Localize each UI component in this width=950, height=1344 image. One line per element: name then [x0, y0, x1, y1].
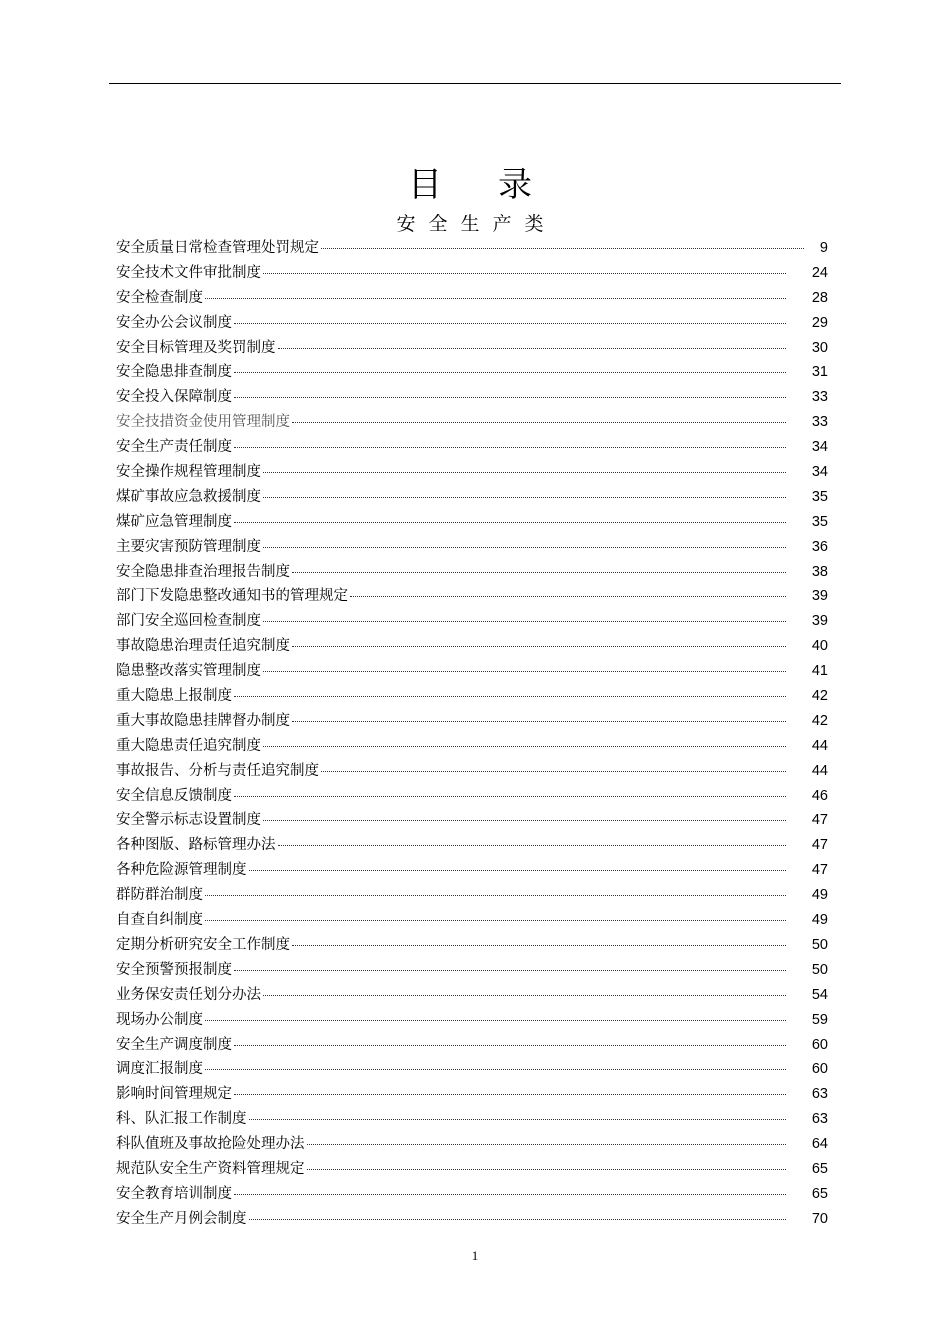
toc-entry-page: 42: [811, 688, 828, 705]
dot-leader: [350, 596, 786, 597]
toc-entry[interactable]: [116, 808, 828, 833]
toc-entry-page: 46: [811, 787, 828, 804]
toc-entry[interactable]: [116, 1057, 828, 1082]
toc-entry[interactable]: [116, 485, 828, 510]
dot-leader: [234, 1194, 786, 1195]
toc-entry[interactable]: [116, 933, 828, 958]
dot-leader: [292, 646, 786, 647]
toc-entry-page: 60: [811, 1061, 828, 1078]
dot-leader: [234, 372, 786, 373]
toc-entry[interactable]: [116, 1008, 828, 1033]
toc-entry-label: 安全检查制度: [116, 289, 203, 306]
toc-title: 目录: [408, 165, 588, 205]
dot-leader: [234, 397, 786, 398]
toc-entry-label: 各种图版、路标管理办法: [116, 837, 276, 854]
toc-entry-page: 35: [811, 488, 828, 505]
dot-leader: [234, 447, 786, 448]
toc-entry-page: 60: [811, 1036, 828, 1053]
toc-entry[interactable]: [116, 858, 828, 883]
dot-leader: [263, 995, 786, 996]
toc-entry-label: 科、队汇报工作制度: [116, 1111, 247, 1128]
toc-entry-page: 33: [811, 389, 828, 406]
toc-entry-page: 42: [811, 712, 828, 729]
toc-entry-label: 安全教育培训制度: [116, 1185, 232, 1202]
toc-entry-label: 重大隐患责任追究制度: [116, 737, 261, 754]
dot-leader: [263, 671, 786, 672]
toc-entry-label: 安全隐患排查制度: [116, 364, 232, 381]
toc-entry[interactable]: [116, 659, 828, 684]
toc-entry-label: 重大事故隐患挂牌督办制度: [116, 712, 290, 729]
toc-entry-label: 事故报告、分析与责任追究制度: [116, 762, 319, 779]
toc-entry-page: 44: [811, 762, 828, 779]
toc-entry-label: 主要灾害预防管理制度: [116, 538, 261, 555]
toc-entry-label: 安全技措资金使用管理制度: [116, 414, 290, 431]
header-rule: [109, 83, 841, 84]
toc-entry-label: 安全信息反馈制度: [116, 787, 232, 804]
dot-leader: [263, 497, 786, 498]
toc-entry-label: 安全预警预报制度: [116, 961, 232, 978]
toc-entry-page: 49: [811, 887, 828, 904]
toc-entry-page: 35: [811, 513, 828, 530]
toc-entry-label: 现场办公制度: [116, 1011, 203, 1028]
toc-entry-label: 安全技术文件审批制度: [116, 264, 261, 281]
toc-entry-label: 安全生产责任制度: [116, 439, 232, 456]
dot-leader: [321, 771, 786, 772]
toc-entry-page: 41: [811, 663, 828, 680]
toc-entry-label: 业务保安责任划分办法: [116, 986, 261, 1003]
toc-entry[interactable]: [116, 634, 828, 659]
toc-entry-label: 安全投入保障制度: [116, 389, 232, 406]
dot-leader: [292, 945, 786, 946]
toc-entry[interactable]: [116, 236, 828, 261]
toc-entry-page: 39: [811, 613, 828, 630]
dot-leader: [234, 1045, 786, 1046]
toc-entry[interactable]: [116, 360, 828, 385]
dot-leader: [263, 472, 786, 473]
toc-entry[interactable]: [116, 734, 828, 759]
dot-leader: [278, 845, 787, 846]
toc-entry-label: 安全生产调度制度: [116, 1036, 232, 1053]
dot-leader: [234, 696, 786, 697]
toc-entry[interactable]: [116, 336, 828, 361]
toc-entry[interactable]: [116, 1132, 828, 1157]
toc-entry-label: 事故隐患治理责任追究制度: [116, 638, 290, 655]
toc-entry[interactable]: [116, 1182, 828, 1207]
dot-leader: [234, 970, 786, 971]
toc-entry-label: 科队值班及事故抢险处理办法: [116, 1136, 305, 1153]
toc-entry-page: 59: [811, 1011, 828, 1028]
toc-entry-label: 调度汇报制度: [116, 1061, 203, 1078]
toc-entry-label: 煤矿应急管理制度: [116, 513, 232, 530]
toc-entry[interactable]: [116, 684, 828, 709]
toc-entry[interactable]: [116, 883, 828, 908]
toc-entry[interactable]: [116, 958, 828, 983]
toc-entry[interactable]: [116, 410, 828, 435]
toc-entry-page: 47: [811, 837, 828, 854]
toc-entry-label: 安全办公会议制度: [116, 314, 232, 331]
dot-leader: [205, 920, 786, 921]
toc-entry[interactable]: [116, 1157, 828, 1182]
dot-leader: [263, 273, 786, 274]
toc-entry-label: 群防群治制度: [116, 887, 203, 904]
toc-entry-label: 规范队安全生产资料管理规定: [116, 1160, 305, 1177]
toc-entry[interactable]: [116, 311, 828, 336]
dot-leader: [307, 1144, 787, 1145]
toc-entry-label: 煤矿事故应急救援制度: [116, 488, 261, 505]
toc-entry-page: 9: [819, 240, 828, 256]
dot-leader: [278, 348, 787, 349]
toc-entry[interactable]: [116, 1207, 828, 1232]
dot-leader: [205, 298, 786, 299]
toc-entry[interactable]: [116, 1082, 828, 1107]
toc-entry[interactable]: [116, 560, 828, 585]
toc-entry-label: 安全质量日常检查管理处罚规定: [116, 240, 319, 256]
toc-entry[interactable]: [116, 1107, 828, 1132]
toc-entry-page: 63: [811, 1086, 828, 1103]
toc-entry-page: 34: [811, 464, 828, 481]
toc-entry-page: 65: [811, 1185, 828, 1202]
toc-entry-label: 部门下发隐患整改通知书的管理规定: [116, 588, 348, 605]
dot-leader: [292, 422, 786, 423]
toc-entry-page: 54: [811, 986, 828, 1003]
toc-entry-page: 28: [811, 289, 828, 306]
toc-entry[interactable]: [116, 584, 828, 609]
dot-leader: [205, 895, 786, 896]
toc-entry-label: 定期分析研究安全工作制度: [116, 936, 290, 953]
section-title: 安全生产类: [396, 213, 557, 235]
dot-leader: [307, 1169, 787, 1170]
toc-entry[interactable]: [116, 908, 828, 933]
toc-entry-page: 39: [811, 588, 828, 605]
toc-entry-page: 40: [811, 638, 828, 655]
toc-entry-label: 安全目标管理及奖罚制度: [116, 339, 276, 356]
toc-list: [116, 236, 828, 1232]
toc-entry-page: 29: [811, 314, 828, 331]
dot-leader: [205, 1069, 786, 1070]
dot-leader: [234, 323, 786, 324]
toc-entry[interactable]: [116, 784, 828, 809]
toc-entry[interactable]: [116, 460, 828, 485]
toc-entry[interactable]: [116, 435, 828, 460]
toc-entry[interactable]: [116, 759, 828, 784]
toc-entry[interactable]: [116, 983, 828, 1008]
toc-entry-page: 31: [811, 364, 828, 381]
toc-entry-label: 安全操作规程管理制度: [116, 464, 261, 481]
toc-entry-label: 隐患整改落实管理制度: [116, 663, 261, 680]
dot-leader: [321, 248, 804, 249]
dot-leader: [205, 1020, 786, 1021]
toc-entry-label: 影响时间管理规定: [116, 1086, 232, 1103]
toc-entry[interactable]: [116, 261, 828, 286]
toc-entry-page: 38: [811, 563, 828, 580]
toc-entry-page: 24: [811, 264, 828, 281]
toc-entry[interactable]: [116, 286, 828, 311]
toc-entry-page: 49: [811, 912, 828, 929]
toc-entry-page: 47: [811, 862, 828, 879]
dot-leader: [249, 870, 787, 871]
dot-leader: [263, 820, 786, 821]
toc-entry-label: 各种危险源管理制度: [116, 862, 247, 879]
toc-entry-label: 部门安全巡回检查制度: [116, 613, 261, 630]
toc-entry[interactable]: [116, 535, 828, 560]
dot-leader: [249, 1219, 787, 1220]
toc-entry-page: 50: [811, 961, 828, 978]
dot-leader: [234, 522, 786, 523]
toc-entry-page: 34: [811, 439, 828, 456]
toc-entry-label: 安全生产月例会制度: [116, 1210, 247, 1227]
footer-page-number: 1: [471, 1248, 479, 1263]
toc-entry-label: 自查自纠制度: [116, 912, 203, 929]
toc-entry-page: 33: [811, 414, 828, 431]
toc-entry-label: 重大隐患上报制度: [116, 688, 232, 705]
toc-entry-page: 47: [811, 812, 828, 829]
toc-entry[interactable]: [116, 510, 828, 535]
dot-leader: [263, 547, 786, 548]
dot-leader: [263, 621, 786, 622]
dot-leader: [234, 796, 786, 797]
toc-entry[interactable]: [116, 385, 828, 410]
toc-entry-page: 65: [811, 1160, 828, 1177]
toc-entry-page: 30: [811, 339, 828, 356]
dot-leader: [249, 1119, 787, 1120]
dot-leader: [292, 572, 786, 573]
toc-entry[interactable]: [116, 1033, 828, 1058]
dot-leader: [263, 746, 786, 747]
toc-entry-page: 36: [811, 538, 828, 555]
toc-entry-page: 50: [811, 936, 828, 953]
toc-entry-page: 64: [811, 1136, 828, 1153]
toc-entry-page: 63: [811, 1111, 828, 1128]
toc-entry-label: 安全隐患排查治理报告制度: [116, 563, 290, 580]
toc-entry-label: 安全警示标志设置制度: [116, 812, 261, 829]
toc-entry[interactable]: [116, 709, 828, 734]
toc-entry[interactable]: [116, 609, 828, 634]
dot-leader: [234, 1094, 786, 1095]
toc-entry-page: 44: [811, 737, 828, 754]
toc-entry[interactable]: [116, 833, 828, 858]
toc-entry-page: 70: [811, 1210, 828, 1227]
dot-leader: [292, 721, 786, 722]
